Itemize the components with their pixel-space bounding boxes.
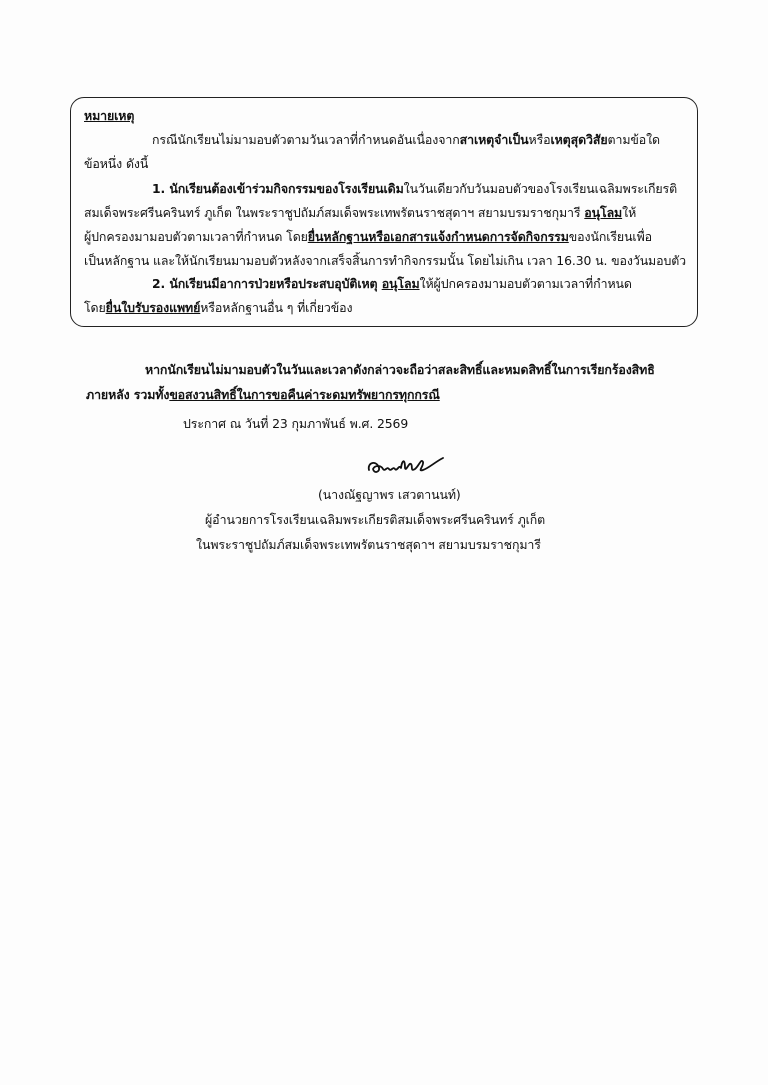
note-item-2-tail: หรือหลักฐานอื่น ๆ ที่เกี่ยวข้อง bbox=[200, 300, 353, 315]
signatory-position-1: ผู้อำนวยการโรงเรียนเฉลิมพระเกียรติสมเด็จพระศรีนครินทร์ ภูเก็ต bbox=[205, 512, 546, 527]
note-item-1-line-3 bbox=[84, 229, 652, 245]
note-item-2-text: ให้ผู้ปกครองมามอบตัวตามเวลาที่กำหนด bbox=[419, 276, 632, 291]
note-intro-reason-2: เหตุสุดวิสัย bbox=[550, 132, 608, 147]
warning-line-2-text: ภายหลัง รวมทั้ง bbox=[86, 387, 170, 402]
note-item-2-by: โดย bbox=[84, 300, 106, 315]
note-intro-line-2: ข้อหนึ่ง ดังนี้ bbox=[84, 156, 149, 171]
note-intro-reason-1: สาเหตุจำเป็น bbox=[459, 132, 529, 147]
signature-image bbox=[365, 450, 445, 480]
note-item-1-allow-tail: ให้ bbox=[622, 205, 637, 220]
note-title: หมายเหตุ bbox=[84, 108, 135, 123]
note-item-2-heading: 2. นักเรียนมีอาการป่วยหรือประสบอุบัติเหตุ bbox=[152, 276, 382, 291]
note-intro-tail: ตามข้อใด bbox=[607, 132, 660, 147]
note-item-2-line-1 bbox=[152, 276, 632, 292]
note-item-2-allow: อนุโลม bbox=[381, 276, 420, 291]
note-intro-or: หรือ bbox=[528, 132, 551, 147]
note-item-1-school: สมเด็จพระศรีนครินทร์ ภูเก็ต ในพระราชูปถัมภ์สมเด็จพระเทพรัตนราชสุดาฯ สยามบรมราชกุมารี bbox=[84, 205, 585, 220]
signatory-name: (นางณัฐญาพร เสวตานนท์) bbox=[318, 487, 461, 502]
note-item-1-parent: ผู้ปกครองมามอบตัวตามเวลาที่กำหนด โดย bbox=[84, 229, 308, 244]
note-intro-text: กรณีนักเรียนไม่มามอบตัวตามวันเวลาที่กำหนดอันเนื่องจาก bbox=[152, 132, 460, 147]
note-item-1-evidence-tail: ของนักเรียนเพื่อ bbox=[568, 229, 652, 244]
warning-line-1: หากนักเรียนไม่มามอบตัวในวันและเวลาดังกล่าวจะถือว่าสละสิทธิ์และหมดสิทธิ์ในการเรียกร้องสิทธิ bbox=[145, 362, 655, 377]
note-intro-line bbox=[152, 132, 660, 148]
note-item-1-text: ในวันเดียวกับวันมอบตัวของโรงเรียนเฉลิมพระเกียรติ bbox=[403, 181, 678, 196]
note-item-1-allow: อนุโลม bbox=[584, 205, 623, 220]
note-item-2-line-2 bbox=[84, 300, 352, 316]
note-item-1-line-1 bbox=[152, 181, 677, 197]
warning-line-2-reservation: ขอสงวนสิทธิ์ในการขอคืนค่าระดมทรัพยากรทุกกรณี bbox=[169, 387, 440, 402]
note-item-1-line-4: เป็นหลักฐาน และให้นักเรียนมามอบตัวหลังจากเสร็จสิ้นการทำกิจกรรมนั้น โดยไม่เกิน เวลา 16.30 น. ของวันมอบตัว bbox=[84, 253, 687, 268]
announcement-date: ประกาศ ณ วันที่ 23 กุมภาพันธ์ พ.ศ. 2569 bbox=[183, 416, 409, 431]
signatory-position-2: ในพระราชูปถัมภ์สมเด็จพระเทพรัตนราชสุดาฯ สยามบรมราชกุมารี bbox=[196, 537, 541, 552]
note-item-2-certificate: ยื่นใบรับรองแพทย์ bbox=[105, 300, 201, 315]
warning-line-2 bbox=[86, 387, 440, 403]
note-item-1-heading: 1. นักเรียนต้องเข้าร่วมกิจกรรมของโรงเรียนเดิม bbox=[152, 181, 404, 196]
note-item-1-evidence: ยื่นหลักฐานหรือเอกสารแจ้งกำหนดการจัดกิจกรรม bbox=[307, 229, 569, 244]
note-item-1-line-2 bbox=[84, 205, 636, 221]
